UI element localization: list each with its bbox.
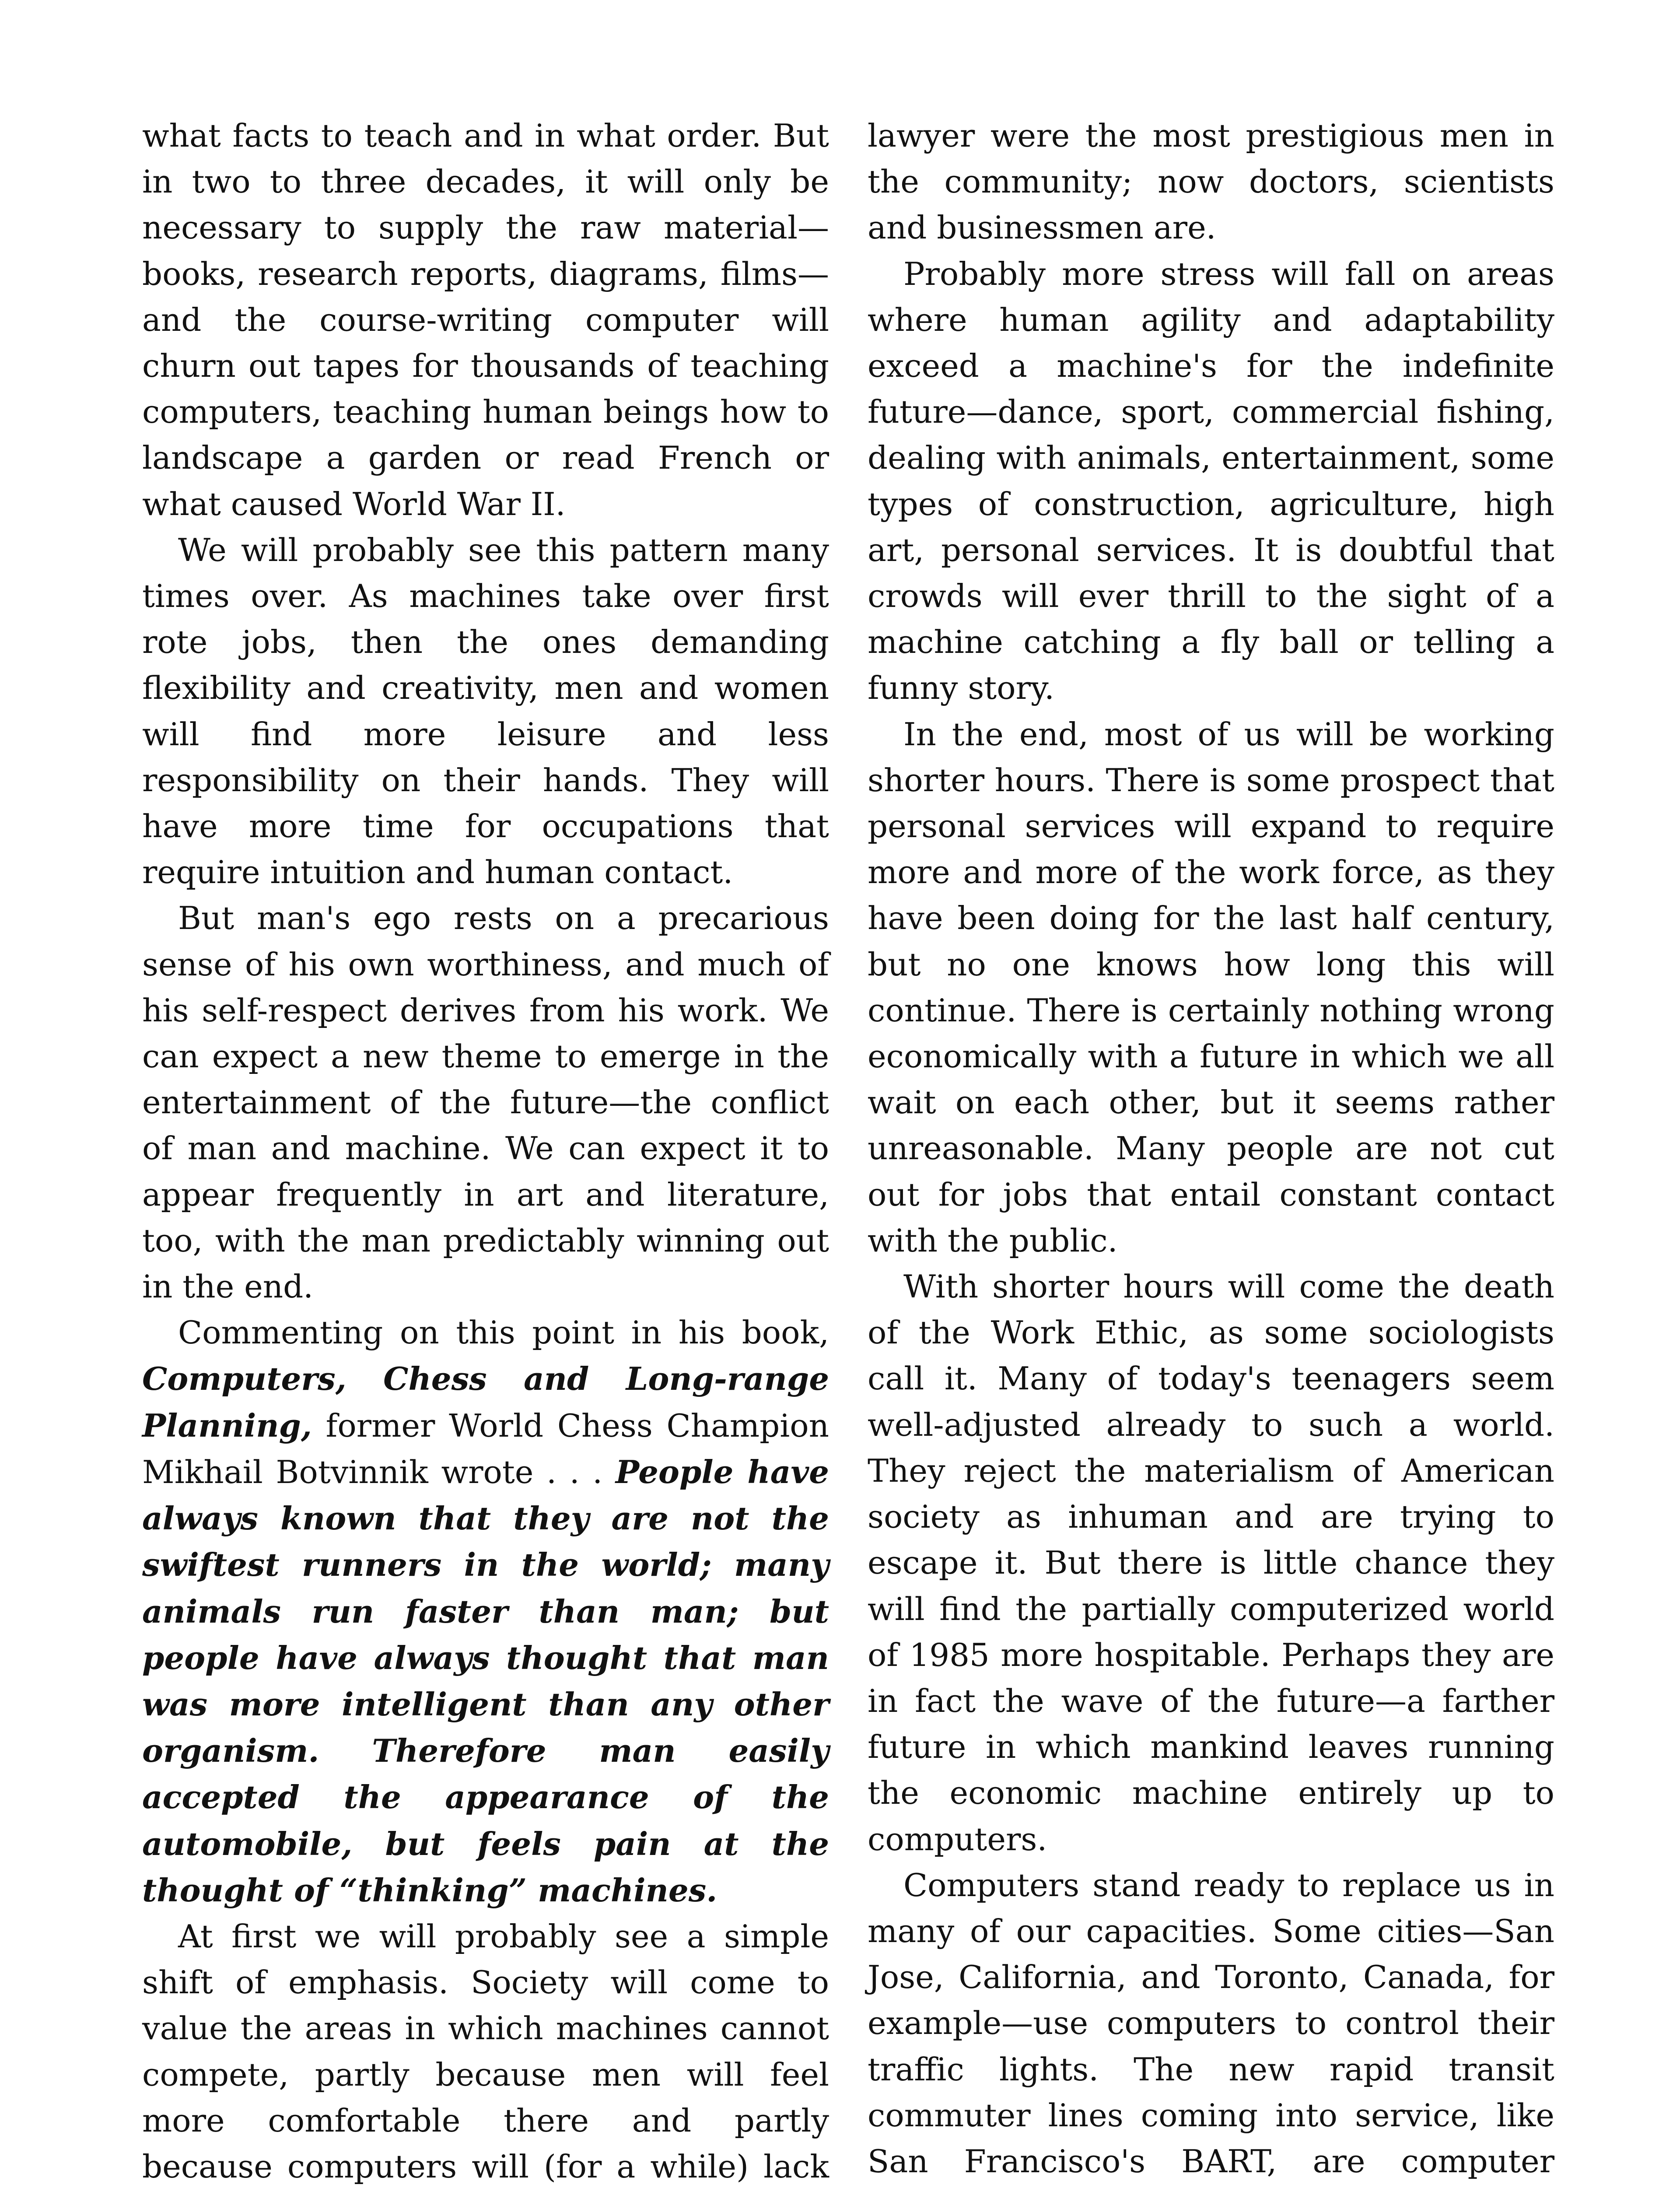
paragraph: lawyer were the most prestigious men in the community; now doctors, scientists and businessmen are. <box>868 117 1554 246</box>
left-text-column <box>142 113 829 2188</box>
quotation: People have always known that they are not the swiftest runners in the world; many animals run faster than man; but people have always thought that man was more intelligent than any other organism. Therefore man easily accepted the appearance of the automobile, but feels pain at the thought of “thinking” machines. <box>142 1453 829 1909</box>
paragraph: Probably more stress will fall on areas where human agility and adaptability exceed a machine's for the indefinite future—dance, sport, commercial fishing, dealing with animals, entertainment, some types of construction, agriculture, high art, personal services. It is doubtful that crowds will ever thrill to the sight of a machine catching a fly ball or telling a funny story. <box>868 255 1554 707</box>
paragraph-text: Commenting on this point in his book, <box>178 1314 829 1351</box>
paragraph: Computers stand ready to replace us in many of our capacities. Some cities—San Jose, California, and Toronto, Canada, for example—use computers to control their traffic lights. The new rapid transit commuter lines coming into service, like San Francisco's BART, are computer <box>868 1866 1554 2180</box>
paragraph: In the end, most of us will be working shorter hours. There is some prospect that personal services will expand to require more and more of the work force, as they have been doing for the last half century, but no one knows how long this will continue. There is certainly nothing wrong economically with a future in which we all wait on each other, but it seems rather unreasonable. Many people are not cut out for jobs that entail constant contact with the public. <box>868 715 1554 1259</box>
paragraph-botvinnik-quote <box>142 1310 829 1914</box>
paragraph-text: former World Chess Champion Mikhail Botvinnik wrote . . . <box>142 1407 829 1490</box>
right-text-column <box>868 113 1554 2188</box>
paragraph: what facts to teach and in what order. But in two to three decades, it will only be necessary to supply the raw material—books, research reports, diagrams, films—and the course-writing computer will churn out tapes for thousands of teaching computers, teaching human beings how to landscape a garden or read French or what caused World War II. <box>142 117 829 522</box>
book-title: Computers, Chess and Long-range Planning, <box>142 1360 829 1444</box>
paragraph: At first we will probably see a simple shift of emphasis. Society will come to value the areas in which machines cannot compete, partly because men will feel more comfortable there and partly because computers will (for a while) lack <box>142 1918 829 2185</box>
paragraph: But man's ego rests on a precarious sense of his own worthiness, and much of his self-respect derives from his work. We can expect a new theme to emerge in the entertainment of the future—the conflict of man and machine. We can expect it to appear frequently in art and literature, too, with the man predictably winning out in the end. <box>142 900 829 1305</box>
paragraph: With shorter hours will come the death of the Work Ethic, as some sociologists call it. Many of today's teenagers seem well-adjusted already to such a world. They reject the materialism of American society as inhuman and are trying to escape it. But there is little chance they will find the partially computerized world of 1985 more hospitable. Perhaps they are in fact the wave of the future—a farther future in which mankind leaves running the economic machine entirely up to computers. <box>868 1268 1554 1858</box>
paragraph: We will probably see this pattern many times over. As machines take over first rote jobs, then the ones demanding flexibility and creativity, men and women will find more leisure and less responsibility on their hands. They will have more time for occupations that require intuition and human contact. <box>142 531 829 891</box>
